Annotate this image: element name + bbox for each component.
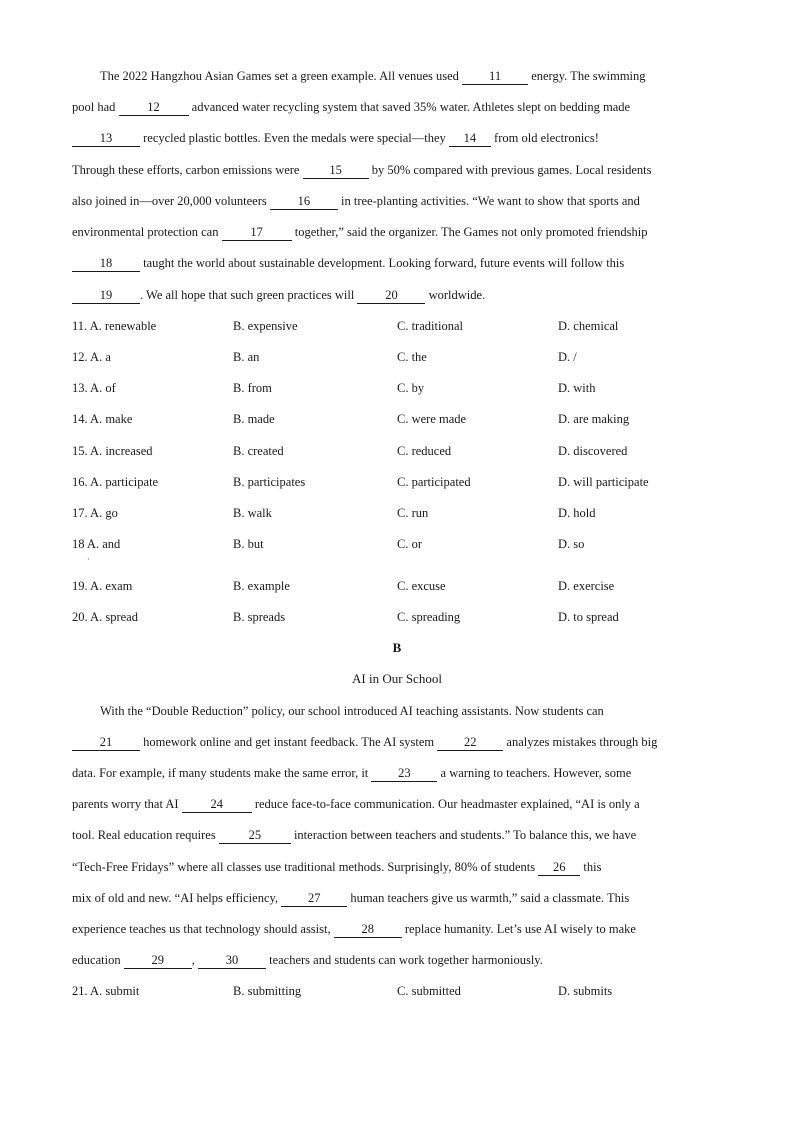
question-21-options <box>72 981 722 1001</box>
option-11a[interactable]: 11. A. renewable <box>72 319 157 333</box>
question-12-options <box>72 347 722 367</box>
option-12b[interactable]: B. an <box>233 350 260 364</box>
blank-18[interactable]: 18 <box>72 256 140 272</box>
option-19d[interactable]: D. exercise <box>558 579 615 593</box>
blank-16[interactable]: 16 <box>270 194 338 210</box>
option-11d[interactable]: D. chemical <box>558 319 619 333</box>
passage-a-line-2: pool had 12 advanced water recycling system that saved 35% water. Athletes slept on bedding made <box>72 100 631 114</box>
question-18-options <box>72 534 722 554</box>
question-16-options <box>72 472 722 492</box>
option-11b[interactable]: B. expensive <box>233 319 298 333</box>
blank-25[interactable]: 25 <box>219 828 291 844</box>
blank-26[interactable]: 26 <box>538 860 580 876</box>
blank-30[interactable]: 30 <box>198 953 266 969</box>
blank-27[interactable]: 27 <box>281 891 347 907</box>
blank-23[interactable]: 23 <box>371 766 437 782</box>
option-13b[interactable]: B. from <box>233 381 272 395</box>
option-21d[interactable]: D. submits <box>558 984 613 998</box>
passage-a-line-4: Through these efforts, carbon emissions were 15 by 50% compared with previous games. Local residents <box>72 163 652 177</box>
option-19c[interactable]: C. excuse <box>397 579 446 593</box>
option-17c[interactable]: C. run <box>397 506 429 520</box>
passage-b-line-8: experience teaches us that technology should assist, 28 replace humanity. Let’s use AI wisely to make <box>72 922 636 936</box>
passage-a-line-8: 19 . We all hope that such green practices will 20 worldwide. <box>72 285 485 305</box>
passage-b-line-3: data. For example, if many students make the same error, it 23 a warning to teachers. However, some <box>72 766 632 780</box>
option-18d[interactable]: D. so <box>558 537 585 551</box>
option-20a[interactable]: 20. A. spread <box>72 610 138 624</box>
blank-19[interactable]: 19 <box>72 288 140 304</box>
blank-24[interactable]: 24 <box>182 797 252 813</box>
question-19-options <box>72 576 722 596</box>
option-12a[interactable]: 12. A. a <box>72 350 111 364</box>
option-19b[interactable]: B. example <box>233 579 290 593</box>
question-13-options <box>72 378 722 398</box>
blank-21[interactable]: 21 <box>72 735 140 751</box>
passage-a-line-7: 18 taught the world about sustainable development. Looking forward, future events will follow this <box>72 253 624 273</box>
passage-a-line-5: also joined in—over 20,000 volunteers 16 in tree-planting activities. “We want to show that sports and <box>72 194 640 208</box>
question-20-options <box>72 607 722 627</box>
blank-13[interactable]: 13 <box>72 131 140 147</box>
blank-22[interactable]: 22 <box>437 735 503 751</box>
option-17a[interactable]: 17. A. go <box>72 506 118 520</box>
option-16b[interactable]: B. participates <box>233 475 306 489</box>
option-21b[interactable]: B. submitting <box>233 984 302 998</box>
option-15a[interactable]: 15. A. increased <box>72 444 153 458</box>
passage-b-line-2: 21 homework online and get instant feedback. The AI system 22 analyzes mistakes through big <box>72 732 657 752</box>
option-18b[interactable]: B. but <box>233 537 264 551</box>
section-b-letter: B <box>392 640 402 655</box>
passage-b-line-6: “Tech-Free Fridays” where all classes use traditional methods. Surprisingly, 80% of students 26 this <box>72 860 602 874</box>
question-11-options <box>72 316 722 336</box>
section-b-title: AI in Our School <box>352 671 442 686</box>
passage-a-line-3: 13 recycled plastic bottles. Even the medals were special—they 14 from old electronics! <box>72 128 599 148</box>
passage-b-line-7: mix of old and new. “AI helps efficiency, 27 human teachers give us warmth,” said a classmate. This <box>72 891 630 905</box>
option-17b[interactable]: B. walk <box>233 506 272 520</box>
option-14a[interactable]: 14. A. make <box>72 412 133 426</box>
option-15c[interactable]: C. reduced <box>397 444 452 458</box>
blank-28[interactable]: 28 <box>334 922 402 938</box>
blank-11[interactable]: 11 <box>462 69 528 85</box>
passage-b-line-1: With the “Double Reduction” policy, our school introduced AI teaching assistants. Now students can <box>100 704 604 718</box>
option-14d[interactable]: D. are making <box>558 412 630 426</box>
option-21a[interactable]: 21. A. submit <box>72 984 140 998</box>
option-12c[interactable]: C. the <box>397 350 427 364</box>
blank-12[interactable]: 12 <box>119 100 189 116</box>
blank-14[interactable]: 14 <box>449 131 491 147</box>
passage-b-line-4: parents worry that AI 24 reduce face-to-face communication. Our headmaster explained, “AI is only a <box>72 797 640 811</box>
option-18c[interactable]: C. or <box>397 537 422 551</box>
option-14b[interactable]: B. made <box>233 412 275 426</box>
question-14-options <box>72 409 722 429</box>
passage-a-line-1: The 2022 Hangzhou Asian Games set a green example. All venues used 11 energy. The swimming <box>100 69 646 83</box>
option-13c[interactable]: C. by <box>397 381 425 395</box>
option-16d[interactable]: D. will participate <box>558 475 649 489</box>
option-15d[interactable]: D. discovered <box>558 444 628 458</box>
passage-b-line-5: tool. Real education requires 25 interaction between teachers and students.” To balance this, we have <box>72 828 637 842</box>
passage-b-line-9: education 29 , 30 teachers and students can work together harmoniously. <box>72 953 543 967</box>
option-16c[interactable]: C. participated <box>397 475 471 489</box>
stray-mark: · <box>87 555 90 564</box>
option-16a[interactable]: 16. A. participate <box>72 475 159 489</box>
option-19a[interactable]: 19. A. exam <box>72 579 133 593</box>
option-20c[interactable]: C. spreading <box>397 610 461 624</box>
option-20d[interactable]: D. to spread <box>558 610 619 624</box>
option-12d[interactable]: D. / <box>558 350 577 364</box>
option-13d[interactable]: D. with <box>558 381 596 395</box>
option-13a[interactable]: 13. A. of <box>72 381 116 395</box>
option-21c[interactable]: C. submitted <box>397 984 461 998</box>
blank-29[interactable]: 29 <box>124 953 192 969</box>
option-17d[interactable]: D. hold <box>558 506 596 520</box>
option-14c[interactable]: C. were made <box>397 412 467 426</box>
option-11c[interactable]: C. traditional <box>397 319 463 333</box>
question-17-options <box>72 503 722 523</box>
passage-a-line-6: environmental protection can 17 together,” said the organizer. The Games not only promoted friendship <box>72 225 648 239</box>
blank-20[interactable]: 20 <box>357 288 425 304</box>
option-18a[interactable]: 18 A. and <box>72 537 121 551</box>
blank-17[interactable]: 17 <box>222 225 292 241</box>
option-15b[interactable]: B. created <box>233 444 284 458</box>
question-15-options <box>72 441 722 461</box>
blank-15[interactable]: 15 <box>303 163 369 179</box>
option-20b[interactable]: B. spreads <box>233 610 286 624</box>
